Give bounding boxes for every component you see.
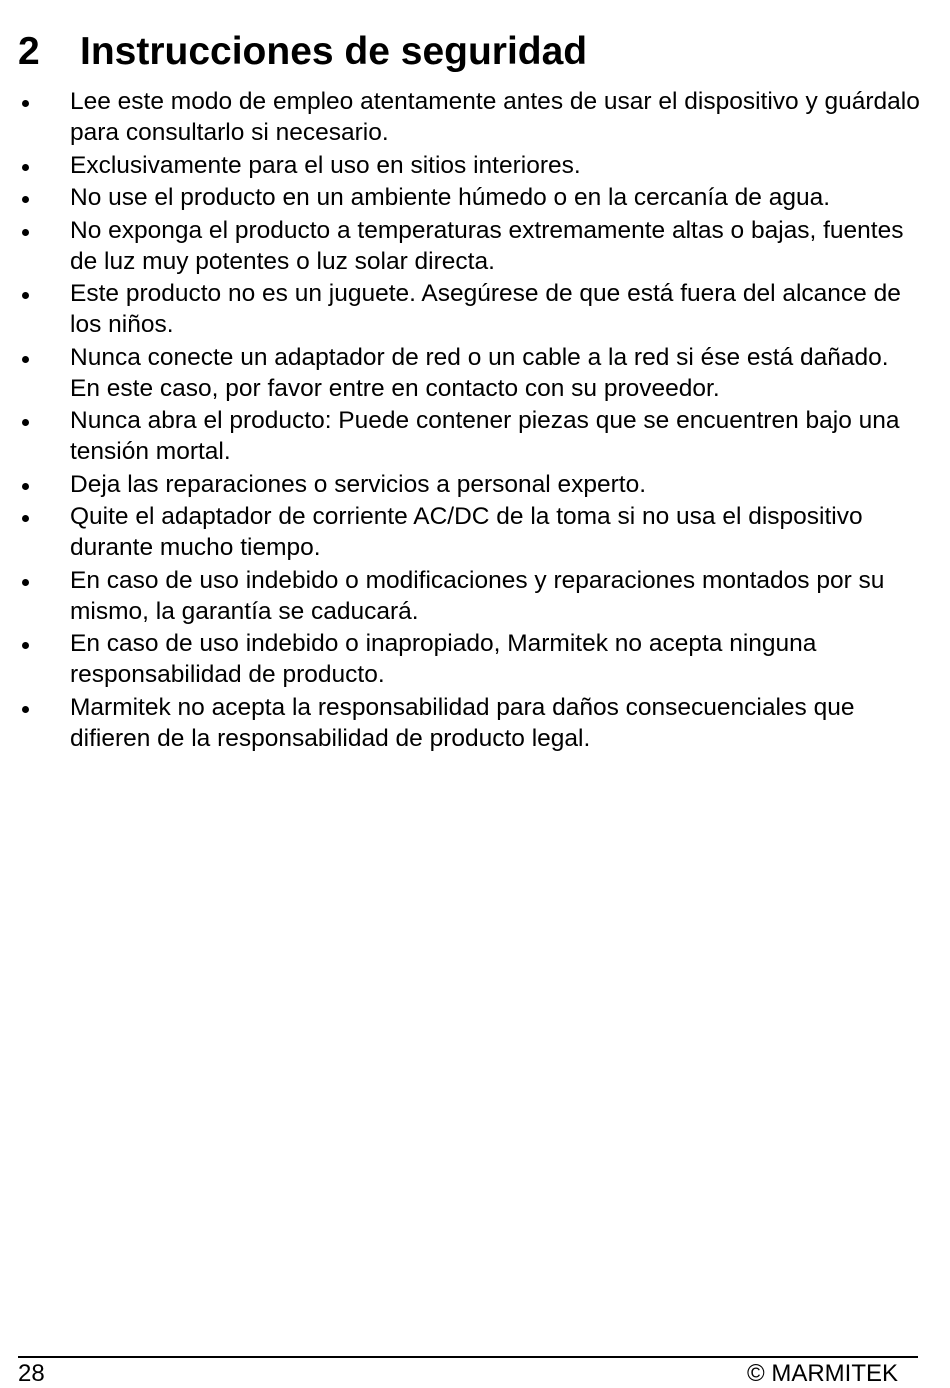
list-item xyxy=(0,182,950,213)
list-item-text: No use el producto en un ambiente húmedo o en la cercanía de agua. xyxy=(70,184,831,211)
list-item xyxy=(0,278,950,340)
list-item-text: En caso de uso indebido o inapropiado, Marmitek no acepta ninguna responsabilidad de producto. xyxy=(70,630,817,688)
list-item-text: Exclusivamente para el uso en sitios interiores. xyxy=(70,151,581,179)
footer-brand: © MARMITEK xyxy=(746,1360,898,1387)
list-item-text: Lee este modo de empleo atentamente antes de usar el dispositivo y guárdalo para consultarlo si necesario. xyxy=(70,88,920,146)
list-item xyxy=(0,150,950,181)
section-number: 2 xyxy=(18,30,40,73)
bullet-icon xyxy=(22,229,29,236)
list-item-text: Nunca abra el producto: Puede contener piezas que se encuentren bajo una tensión mortal. xyxy=(70,407,900,465)
list-item-text: Nunca conecte un adaptador de red o un cable a la red si ése está dañado. En este caso, por favor entre en contacto con su proveedor. xyxy=(70,343,889,402)
section-title: Instrucciones de seguridad xyxy=(80,30,588,73)
bullet-icon xyxy=(22,579,29,586)
bullet-icon xyxy=(22,706,29,713)
safety-instructions-list xyxy=(0,86,950,755)
bullet-icon xyxy=(22,515,29,522)
list-item-text: Marmitek no acepta la responsabilidad para daños consecuenciales que difieren de la responsabilidad de producto legal. xyxy=(70,693,855,752)
list-item xyxy=(0,342,950,404)
list-item xyxy=(0,565,950,627)
list-item-text: Este producto no es un juguete. Asegúrese de que está fuera del alcance de los niños. xyxy=(70,280,901,338)
footer-divider xyxy=(18,1356,918,1358)
list-item-text: Quite el adaptador de corriente AC/DC de la toma si no usa el dispositivo durante mucho tiempo. xyxy=(70,503,863,561)
list-item-text: No exponga el producto a temperaturas extremamente altas o bajas, fuentes de luz muy potentes o luz solar directa. xyxy=(70,216,904,275)
list-item xyxy=(0,628,950,690)
list-item xyxy=(0,469,950,500)
list-item-text: En caso de uso indebido o modificaciones y reparaciones montados por su mismo, la garantía se caducará. xyxy=(70,566,885,625)
bullet-icon xyxy=(22,100,29,107)
bullet-icon xyxy=(22,642,29,649)
bullet-icon xyxy=(22,196,29,203)
page-number: 28 xyxy=(18,1360,45,1387)
list-item xyxy=(0,501,950,563)
section-heading xyxy=(18,28,587,76)
bullet-icon xyxy=(22,164,29,171)
list-item-text: Deja las reparaciones o servicios a personal experto. xyxy=(70,470,647,498)
bullet-icon xyxy=(22,356,29,363)
bullet-icon xyxy=(22,292,29,299)
bullet-icon xyxy=(22,419,29,426)
list-item xyxy=(0,405,950,467)
list-item xyxy=(0,692,950,754)
bullet-icon xyxy=(22,483,29,490)
list-item xyxy=(0,86,950,148)
list-item xyxy=(0,215,950,277)
